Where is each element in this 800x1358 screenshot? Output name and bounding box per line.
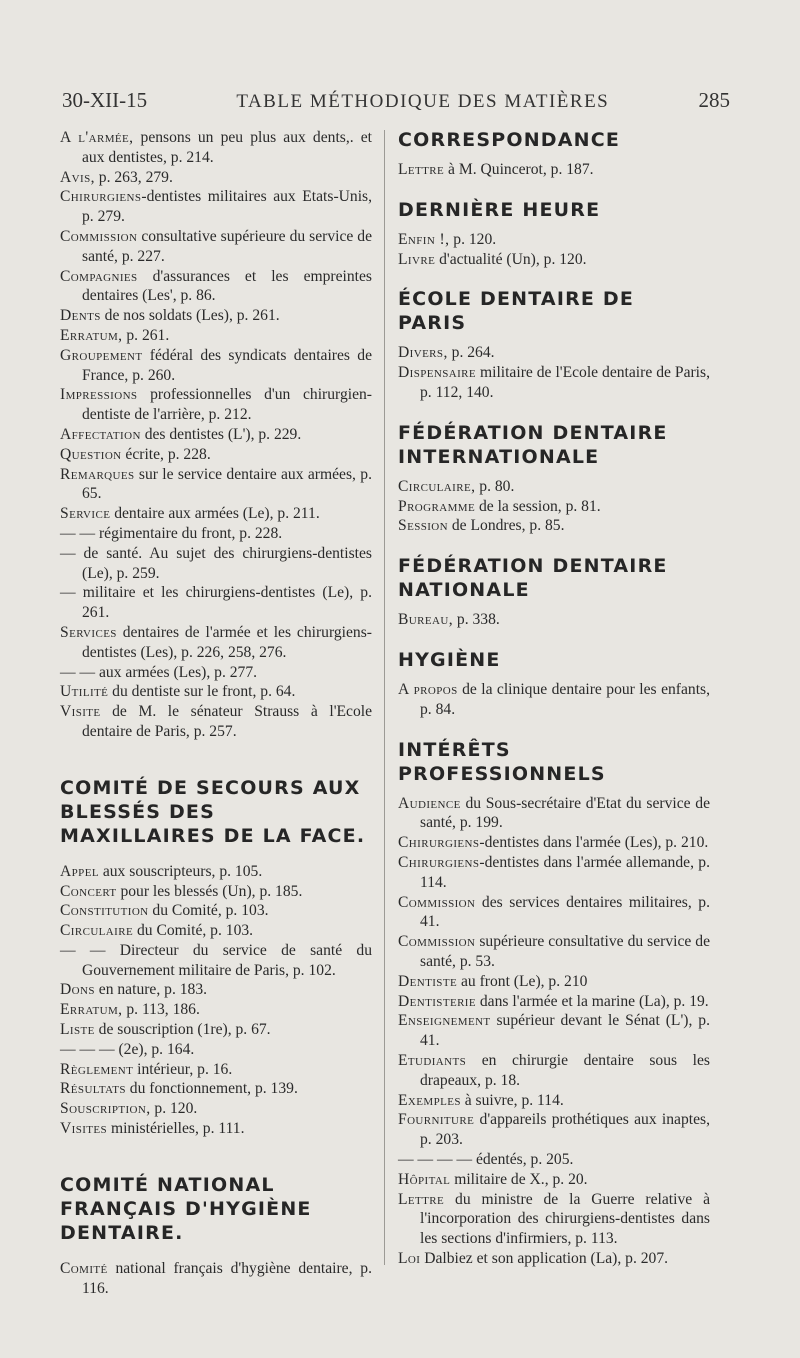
entry-keyword: Etudiants [398,1051,467,1069]
entry-text: — — Directeur du service de santé du Gouvernement militaire de Paris, p. 102. [60,941,372,979]
entry-keyword: Groupement [60,346,143,364]
entry-keyword: Exemples [398,1091,461,1109]
column-divider [384,130,385,1265]
index-entry [60,326,372,346]
entry-keyword: Question [60,445,122,463]
entry-keyword: Fourniture [398,1111,475,1129]
index-entry [60,901,372,921]
index-entry [60,1079,372,1099]
entry-text: en nature, p. 183. [94,981,208,999]
entry-text: p. 80. [475,477,515,495]
entry-text: ministérielles, p. 111. [107,1120,245,1138]
index-entry [60,1259,372,1299]
entry-text: du Sous-secrétaire d'Etat du service de santé, p. 199. [420,794,710,832]
entry-keyword: Enseignement [398,1012,491,1030]
index-entry [60,267,372,307]
index-entry [398,680,710,720]
entry-keyword: Lettre [398,161,445,178]
entry-text: Dalbiez et son application (La), p. 207. [420,1249,669,1267]
entry-text: militaire de X., p. 20. [450,1170,588,1188]
entry-text: intérieur, p. 16. [133,1060,233,1078]
index-entry [398,610,710,630]
entry-keyword: Chirurgiens [60,188,142,206]
index-entry [398,1091,710,1111]
entry-text: pour les blessés (Un), p. 185. [116,882,303,900]
entry-keyword: Dentisterie [398,992,476,1010]
entry-keyword: Constitution [60,902,149,920]
entry-text: à suivre, p. 114. [460,1091,564,1109]
entry-keyword: Concert [60,882,117,900]
entry-keyword: Erratum, [60,1001,123,1019]
entry-keyword: Erratum, [60,326,123,344]
entry-text: militaire de l'Ecole dentaire de Paris, p. 112, 140. [420,364,710,401]
index-entry [60,1119,372,1139]
index-entry [398,250,710,270]
index-entry [60,168,372,188]
entry-keyword: Utilité [60,683,109,701]
entry-text: au front (Le), p. 210 [457,972,588,990]
entry-keyword: Compagnies [60,267,138,285]
index-entry [398,1190,710,1249]
entry-keyword: Commission [398,893,476,911]
entry-text: — de santé. Au sujet des chirurgiens-dentistes (Le), p. 259. [60,544,372,582]
entry-text: p. 113, 186. [122,1001,200,1019]
index-entry [60,682,372,702]
entry-keyword: Résultats [60,1080,126,1098]
index-entry [398,1110,710,1150]
entry-keyword: Loi [398,1249,421,1267]
entry-keyword: Circulaire, [398,477,476,495]
entry-text: d'assurances et les empreintes dentaires (Les', p. 86. [82,267,372,305]
entry-text: dans l'armée et la marine (La), p. 19. [475,992,709,1010]
entry-keyword: Dons [60,981,95,999]
entry-keyword: Livre [398,250,436,268]
index-entry [60,583,372,623]
index-entry [398,1249,710,1269]
entry-text: -dentistes dans l'armée (Les), p. 210. [479,834,709,852]
index-entry [398,230,710,250]
entry-text: de souscription (1re), p. 67. [94,1021,271,1039]
entry-keyword: Remarques [60,465,135,483]
entry-keyword: Comité [60,1259,108,1277]
entry-text: des dentistes (L'), p. 229. [140,425,302,443]
entry-text: en chirurgie dentaire sous les drapeaux, p. 18. [420,1051,710,1089]
entry-text: supérieur devant le Sénat (L'), p. 41. [420,1012,710,1050]
entry-text: fédéral des syndicats dentaires de France, p. 260. [82,346,372,384]
entry-text: de Londres, p. 85. [447,517,565,535]
entry-keyword: Hôpital [398,1170,451,1188]
entry-text: sur le service dentaire aux armées, p. 65. [82,465,372,503]
index-entry [60,702,372,742]
index-entry [398,833,710,853]
index-entry [398,794,710,834]
entry-text: p. 264. [447,344,495,362]
index-entry [398,516,710,536]
index-entry [398,853,710,893]
entry-keyword: Avis, [60,168,95,186]
entry-text: dentaires de l'armée et les chirurgiens-dentistes (Les), p. 226, 258, 276. [82,623,372,661]
entry-keyword: Dents [60,307,101,325]
section-heading: COMITÉ DE SECOURS AUX BLESSÉS DES MAXILLAIRES DE LA FACE. [60,776,366,847]
entry-keyword: A propos [398,680,458,698]
index-entry [60,306,372,326]
entry-text: consultative supérieure du service de santé, p. 227. [82,227,372,265]
entry-keyword: Service [60,505,111,523]
entry-text: à M. Quincerot, p. 187. [444,161,594,178]
entry-text: p. 120. [150,1100,198,1118]
section-heading: CORRESPONDANCE [398,129,621,151]
section-heading: INTÉRÊTS PROFESSIONNELS [398,738,606,785]
index-entry [60,187,372,227]
entry-keyword: Liste [60,1021,95,1039]
section-heading: ÉCOLE DENTAIRE DE PARIS [398,288,635,335]
entry-keyword: Enfin !, [398,230,450,248]
right-column [398,128,710,1269]
index-entry [398,497,710,517]
entry-text: -dentistes dans l'armée allemande, p. 114. [420,853,710,891]
index-entry [398,343,710,363]
section-heading: COMITÉ NATIONAL FRANÇAIS D'HYGIÈNE DENTAIRE. [60,1173,312,1244]
entry-text: d'appareils prothétiques aux inaptes, p. 203. [420,1111,710,1149]
entry-keyword: Visites [60,1120,108,1138]
index-entry [60,882,372,902]
index-entry [398,363,710,403]
index-entry [60,128,372,168]
index-entry [60,921,372,941]
index-entry [60,425,372,445]
entry-keyword: Bureau, [398,611,453,629]
folio-date: 30-XII-15 [62,88,148,112]
page-title: TABLE MÉTHODIQUE DES MATIÈRES [236,91,610,112]
index-entry [60,1060,372,1080]
entry-text: p. 263, 279. [94,168,173,186]
entry-text: du fonctionnement, p. 139. [125,1080,298,1098]
section-heading: FÉDÉRATION DENTAIRE NATIONALE [398,555,668,602]
index-entry [398,160,710,180]
entry-keyword: Circulaire [60,922,134,940]
entry-keyword: Visite [60,703,101,721]
index-entry [60,346,372,386]
entry-keyword: Session [398,517,448,535]
section-heading: DERNIÈRE HEURE [398,198,601,221]
entry-keyword: Chirurgiens [398,834,480,852]
entry-keyword: Appel [60,862,99,880]
left-column [60,128,372,1298]
entry-keyword: Commission [398,933,476,951]
entry-text: de la session, p. 81. [475,497,601,515]
index-entry [60,1000,372,1020]
entry-text: d'actualité (Un), p. 120. [435,250,587,268]
entry-text: p. 261. [122,326,170,344]
entry-text: de la clinique dentaire pour les enfants, p. 84. [420,680,710,718]
entry-text: dentaire aux armées (Le), p. 211. [110,505,320,523]
entry-keyword: Dentiste [398,972,458,990]
entry-text: de M. le sénateur Strauss à l'Ecole dentaire de Paris, p. 257. [82,703,372,740]
index-entry [398,1051,710,1091]
entry-text: des services dentaires militaires, p. 41. [420,893,710,931]
entry-text: du Comité, p. 103. [133,922,254,940]
entry-text: professionnelles d'un chirurgien-dentiste de l'arrière, p. 212. [82,386,372,424]
index-entry [60,445,372,465]
entry-text: national français d'hygiène dentaire, p. 116. [82,1259,372,1297]
running-head [62,88,730,113]
entry-text: — — — — édentés, p. 205. [398,1150,574,1168]
entry-text: — — — (2e), p. 164. [60,1040,195,1058]
entry-keyword: A l'armée, [60,129,134,146]
index-entry [60,980,372,1000]
entry-text: supérieure consultative du service de santé, p. 53. [420,933,710,970]
index-entry [60,623,372,663]
entry-keyword: Règlement [60,1060,134,1078]
section-heading: FÉDÉRATION DENTAIRE INTERNATIONALE [398,421,668,468]
entry-keyword: Audience [398,794,461,812]
entry-keyword: Chirurgiens [398,853,480,871]
entry-keyword: Lettre [398,1190,445,1208]
entry-text: p. 120. [449,230,497,248]
index-entry [60,941,372,981]
index-entry [398,992,710,1012]
entry-keyword: Programme [398,497,476,515]
index-entry [60,1099,372,1119]
entry-keyword: Services [60,623,117,641]
index-entry [60,465,372,505]
index-entry [60,544,372,584]
entry-keyword: Impressions [60,386,138,404]
entry-keyword: Divers, [398,344,448,362]
entry-keyword: Commission [60,227,138,245]
entry-text: — — aux armées (Les), p. 277. [60,663,258,681]
entry-text: p. 338. [453,611,500,629]
index-entry [398,1150,710,1170]
index-entry [60,1040,372,1060]
entry-text: -dentistes militaires aux Etats-Unis, p. 279. [82,188,372,226]
index-entry [60,227,372,267]
index-entry [398,477,710,497]
entry-text: du Comité, p. 103. [148,902,269,920]
index-entry [398,932,710,972]
entry-text: aux souscripteurs, p. 105. [98,862,263,880]
index-entry [398,1170,710,1190]
entry-text: pensons un peu plus aux dents,. et aux dentistes, p. 214. [82,129,372,166]
entry-text: du ministre de la Guerre relative à l'incorporation des chirurgiens-dentistes dans les sections d'infirmiers, p. 113. [420,1190,710,1248]
entry-text: de nos soldats (Les), p. 261. [100,307,280,325]
index-entry [398,1011,710,1051]
entry-text: écrite, p. 228. [121,445,211,463]
index-entry [60,663,372,683]
entry-keyword: Dispensaire [398,364,477,382]
entry-text: du dentiste sur le front, p. 64. [108,683,296,701]
entry-keyword: Souscription, [60,1100,151,1118]
index-entry [398,972,710,992]
index-entry [60,862,372,882]
index-entry [60,385,372,425]
index-entry [398,893,710,933]
entry-keyword: Affectation [60,425,141,443]
section-heading: HYGIÈNE [398,648,501,671]
entry-text: — militaire et les chirurgiens-dentistes (Le), p. 261. [60,584,372,622]
index-entry [60,1020,372,1040]
index-entry [60,504,372,524]
entry-text: — — régimentaire du front, p. 228. [60,524,283,542]
page-number: 285 [698,88,730,112]
index-entry [60,524,372,544]
